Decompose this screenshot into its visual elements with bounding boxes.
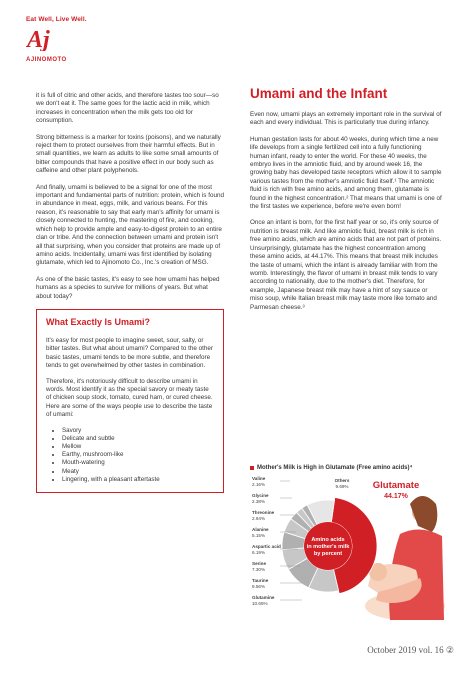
slice-name-label: Threonine	[252, 510, 275, 515]
right-column	[250, 86, 442, 320]
tagline: Eat Well, Live Well.	[26, 16, 87, 23]
brand-name: AJINOMOTO	[26, 57, 67, 63]
list-item: • Mouth-watering	[62, 459, 214, 467]
others-value-label: 9.69%	[335, 484, 349, 489]
others-name-label: Others	[334, 478, 350, 483]
slice-value-label: 7.30%	[252, 567, 266, 572]
pie-center-label: Amino acids in mother's milk by percent	[306, 537, 350, 557]
slice-name-label: Aspartic acid	[252, 544, 281, 549]
box-paragraph-2: Therefore, it's notoriously difficult to describe umami in words. Most identify it as the special savory or meaty taste of chicken soup stock, tomato, cured ham, or cured cheese. Here are some of the ways people use to describe the taste of umami:	[46, 377, 213, 419]
umami-sidebar-box	[36, 309, 224, 493]
caption-square-icon	[250, 466, 254, 470]
slice-name-label: Taurine	[252, 578, 269, 583]
slice-value-label: 5.15%	[252, 533, 266, 538]
issue-footer: October 2019 vol. 16 ②	[367, 645, 454, 655]
pie-chart	[250, 474, 446, 620]
glutamate-value: 44.17%	[384, 493, 408, 500]
list-item: • Mellow	[62, 443, 214, 451]
slice-name-label: Glycine	[252, 493, 269, 498]
slice-value-label: 2.94%	[252, 516, 266, 521]
slice-value-label: 9.56%	[252, 584, 266, 589]
ajinomoto-logo-mark	[26, 25, 58, 51]
slice-value-label: 2.38%	[252, 499, 266, 504]
slice-name-label: Serine	[252, 561, 267, 566]
slice-name-label: Alanine	[252, 527, 269, 532]
slice-name-label: Valine	[252, 476, 266, 481]
slice-value-label: 6.19%	[252, 550, 266, 555]
left-paragraph-1: it is full of citric and other acids, and therefore tastes too sour—so we don't eat it. The same goes for the lactic acid in milk, which increases in concentration when the milk gets too old for consumption.	[36, 92, 219, 125]
chart-area	[250, 474, 446, 620]
section-heading: Umami and the Infant	[250, 86, 388, 101]
slice-name-label: Glutamine	[252, 595, 275, 600]
list-item: • Lingering, with a pleasant aftertaste	[62, 476, 214, 484]
slice-value-label: 2.16%	[252, 482, 266, 487]
left-paragraph-2: Strong bitterness is a marker for toxins (poisons), and we naturally reject them to protect ourselves from their harmful effects. But in small quantities, we learn as adults to like some small amounts of bitter compounds that have a positive effect in our body such as caffeine and other plant polyphenols.	[36, 133, 221, 175]
chart-caption	[250, 465, 412, 471]
right-paragraph-2: Human gestation lasts for about 40 weeks, during which time a new life develops from a single fertilized cell into a fully functioning human infant, ready to enter the world. For these 40 weeks, the embryo lives in the amniotic fluid, and by around week 16, the growing baby has developed taste receptors which allow it to sample various tastes from the mother's amniotic fluid itself.¹ The amniotic fluid is rich with free amino acids, and among them, glutamate is found in the highest concentration.² That means that umami is one of the first tastes we experience, before we're even born!	[250, 135, 442, 211]
left-column	[36, 92, 224, 493]
glutamate-label: Glutamate	[372, 480, 420, 491]
header-logo	[26, 16, 87, 63]
list-item: • Earthy, mushroom-like	[62, 451, 214, 459]
box-title: What Exactly Is Umami?	[46, 316, 151, 327]
chart-title: Mother's Milk is High in Glutamate (Free amino acids)⁴	[257, 465, 413, 471]
right-paragraph-1: Even now, umami plays an extremely important role in the survival of each and every individual. This is particularly true during infancy.	[250, 111, 442, 127]
list-item: • Meaty	[62, 468, 214, 476]
slice-value-label: 10.65%	[252, 601, 268, 606]
left-paragraph-3: And finally, umami is believed to be a signal for one of the most important and fundamental parts of nutrition: protein, which is found in abundance in meat, eggs, milk, and various beans. For this reason, it's reasonable to say that early man's affinity for umami is closely connected to hunting, the mastering of fire, and cooking, which help to provide ample and easy-to-digest protein to an entire clan or tribe. And the connection between umami and protein isn't all that surprising, when you consider that proteins are made up of amino acids. Incidentally, umami was first identified by isolating glutamate, which led to Ajinomoto Co., Inc.'s creation of MSG.	[36, 183, 224, 267]
mother-and-baby-illustration	[365, 496, 445, 620]
box-paragraph-1: It's easy for most people to imagine sweet, sour, salty, or bitter tastes. But what about umami? Compared to the other basic tastes, umami tends to be more subtle, and therefore tends to get overwhelmed by other tastes in combination.	[46, 336, 213, 370]
list-item: • Delicate and subtle	[62, 435, 214, 443]
umami-descriptor-list	[46, 427, 214, 484]
right-paragraph-3: Once an infant is born, for the first half year or so, it's only source of nutrition is breast milk. And like amniotic fluid, breast milk is rich in free amino acids, which are amino acids that are not part of proteins. Unsurprisingly, glutamate has the highest concentration among these amino acids, at 44.17%. This means that breast milk includes the taste of umami, which the infant is already familiar with from the womb. Interestingly, the flavor of umami in breast milk tends to vary according to nationality, due to the mother's diet. Therefore, for example, Japanese breast milk may have a hint of soy sauce or miso soup, while Italian breast milk may taste more like tomato and Parmesan cheese.³	[250, 219, 442, 311]
logo-letters: Aj	[27, 27, 50, 51]
left-paragraph-4: As one of the basic tastes, it's easy to see how umami has helped humans as a species to survive for millions of years. But what about today?	[36, 275, 220, 300]
list-item: • Savory	[62, 427, 214, 435]
